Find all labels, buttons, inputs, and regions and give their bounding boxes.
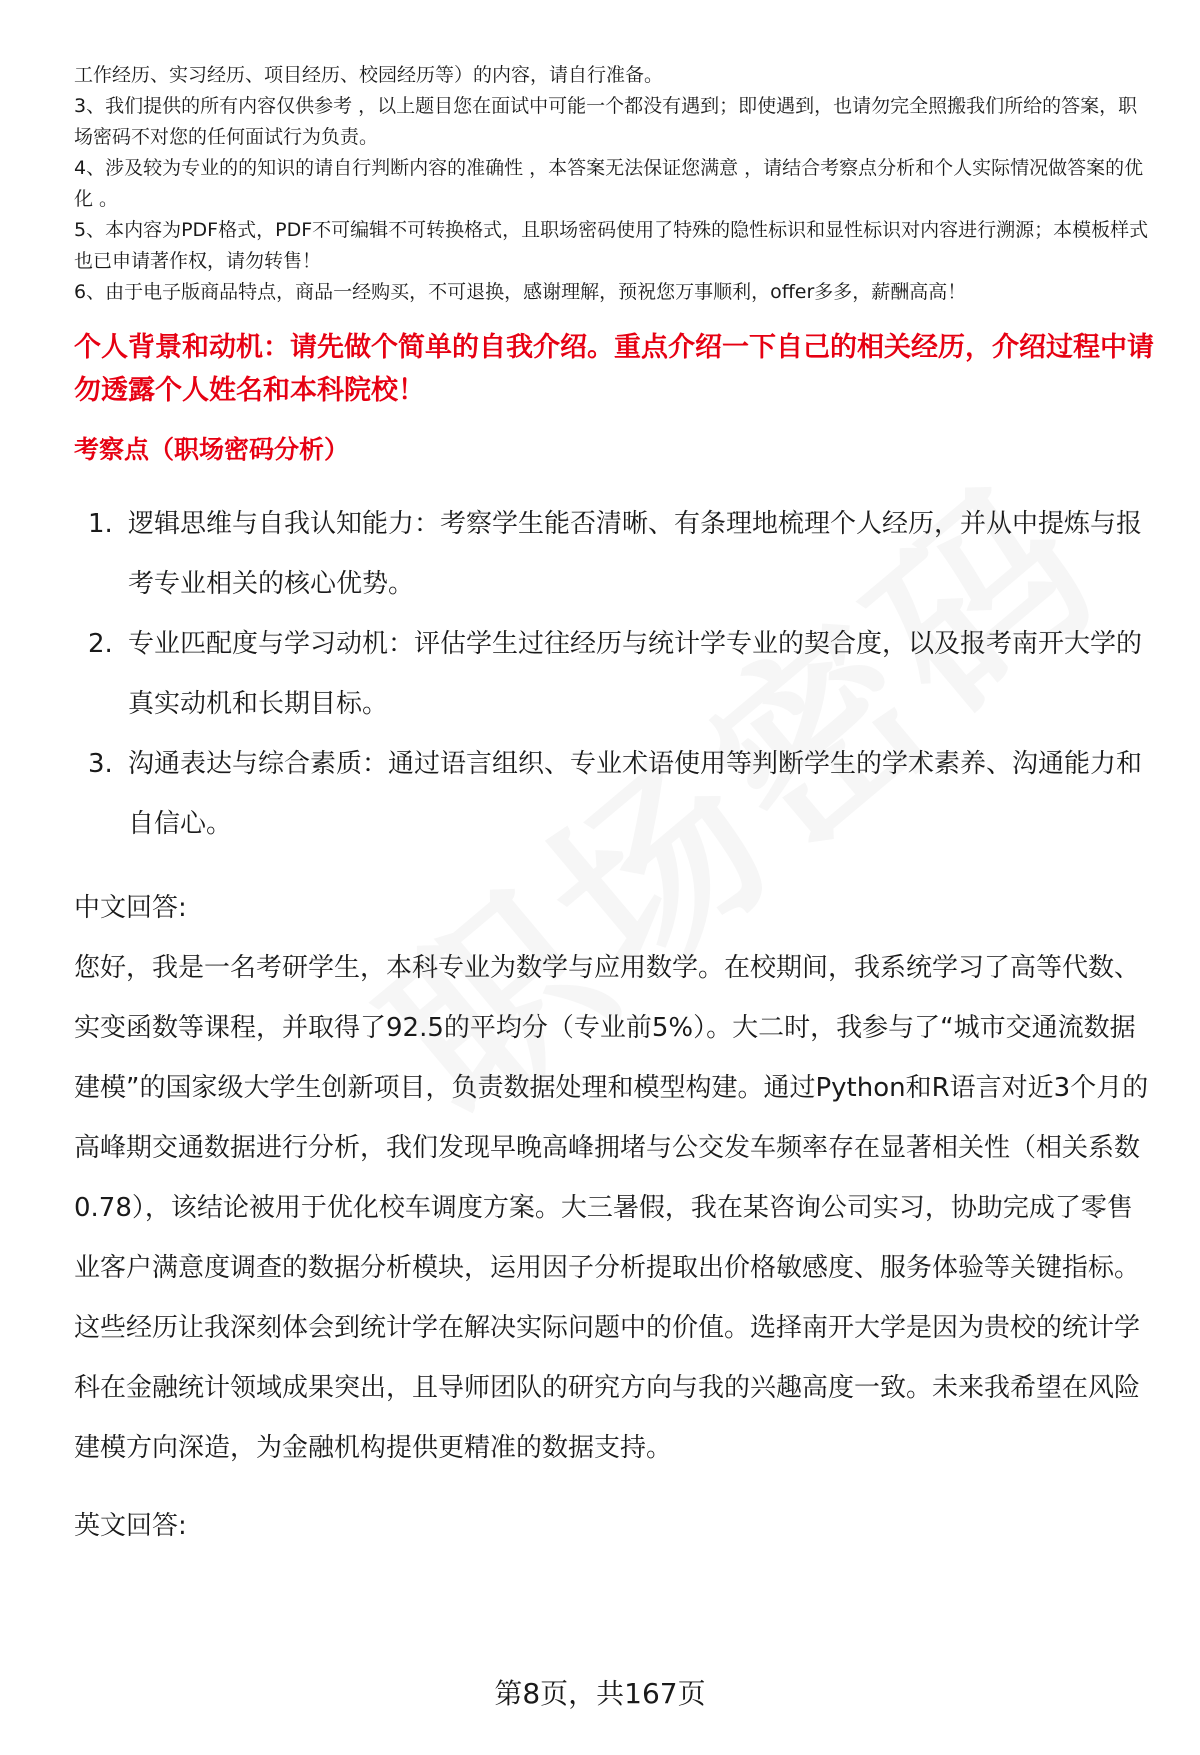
point-item [74, 494, 1154, 614]
notice-block [74, 60, 1154, 308]
notice-line: 6、由于电子版商品特点，商品一经购买，不可退换，感谢理解，预祝您万事顺利，offer多多，薪酬高高！ [74, 281, 967, 303]
notice-line: 工作经历、实习经历、项目经历、校园经历等）的内容，请自行准备。 [74, 64, 664, 86]
point-text: 专业匹配度与学习动机：评估学生过往经历与统计学专业的契合度，以及报考南开大学的真实动机和长期目标。 [128, 629, 1143, 719]
notice-line: 3、我们提供的所有内容仅供参考 ，以上题目您在面试中可能一个都没有遇到；即使遇到，也请勿完全照搬我们所给的答案，职场密码不对您的任何面试行为负责。 [74, 95, 1138, 148]
question-title: 个人背景和动机：请先做个简单的自我介绍。重点介绍一下自己的相关经历，介绍过程中请勿透露个人姓名和本科院校！ [74, 332, 1154, 406]
notice-line: 4、涉及较为专业的的知识的请自行判断内容的准确性 ，本答案无法保证您满意 ，请结合考察点分析和个人实际情况做答案的优化 。 [74, 157, 1144, 210]
point-number: 2. [88, 629, 113, 659]
notice-line: 5、本内容为PDF格式，PDF不可编辑不可转换格式，且职场密码使用了特殊的隐性标识和显性标识对内容进行溯源；本模板样式也已申请著作权，请勿转售！ [74, 219, 1149, 272]
points-list [74, 494, 1154, 854]
chinese-answer-label: 中文回答: [74, 893, 187, 923]
point-number: 1. [88, 509, 113, 539]
point-item [74, 614, 1154, 734]
point-text: 沟通表达与综合素质：通过语言组织、专业术语使用等判断学生的学术素养、沟通能力和自信心。 [128, 749, 1143, 839]
chinese-answer-text: 您好，我是一名考研学生，本科专业为数学与应用数学。在校期间，我系统学习了高等代数、实变函数等课程，并取得了92.5的平均分（专业前5%）。大二时，我参与了“城市交通流数据建模”的国家级大学生创新项目，负责数据处理和模型构建。通过Python和R语言对近3个月的高峰期交通数据进行分析，我们发现早晚高峰拥堵与公交发车频率存在显著相关性（相关系数0.78），该结论被用于优化校车调度方案。大三暑假，我在某咨询公司实习，协助完成了零售业客户满意度调查的数据分析模块，运用因子分析提取出价格敏感度、服务体验等关键指标。这些经历让我深刻体会到统计学在解决实际问题中的价值。选择南开大学是因为贵校的统计学科在金融统计领域成果突出，且导师团队的研究方向与我的兴趣高度一致。未来我希望在风险建模方向深造，为金融机构提供更精准的数据支持。 [74, 953, 1149, 1463]
points-title: 考察点（职场密码分析） [74, 435, 350, 464]
document-page [74, 60, 1154, 1556]
english-answer-label: 英文回答: [74, 1511, 187, 1541]
page-number: 第8页，共167页 [494, 1677, 706, 1710]
point-number: 3. [88, 749, 113, 779]
point-text: 逻辑思维与自我认知能力：考察学生能否清晰、有条理地梳理个人经历，并从中提炼与报考专业相关的核心优势。 [128, 509, 1143, 599]
point-item [74, 734, 1154, 854]
